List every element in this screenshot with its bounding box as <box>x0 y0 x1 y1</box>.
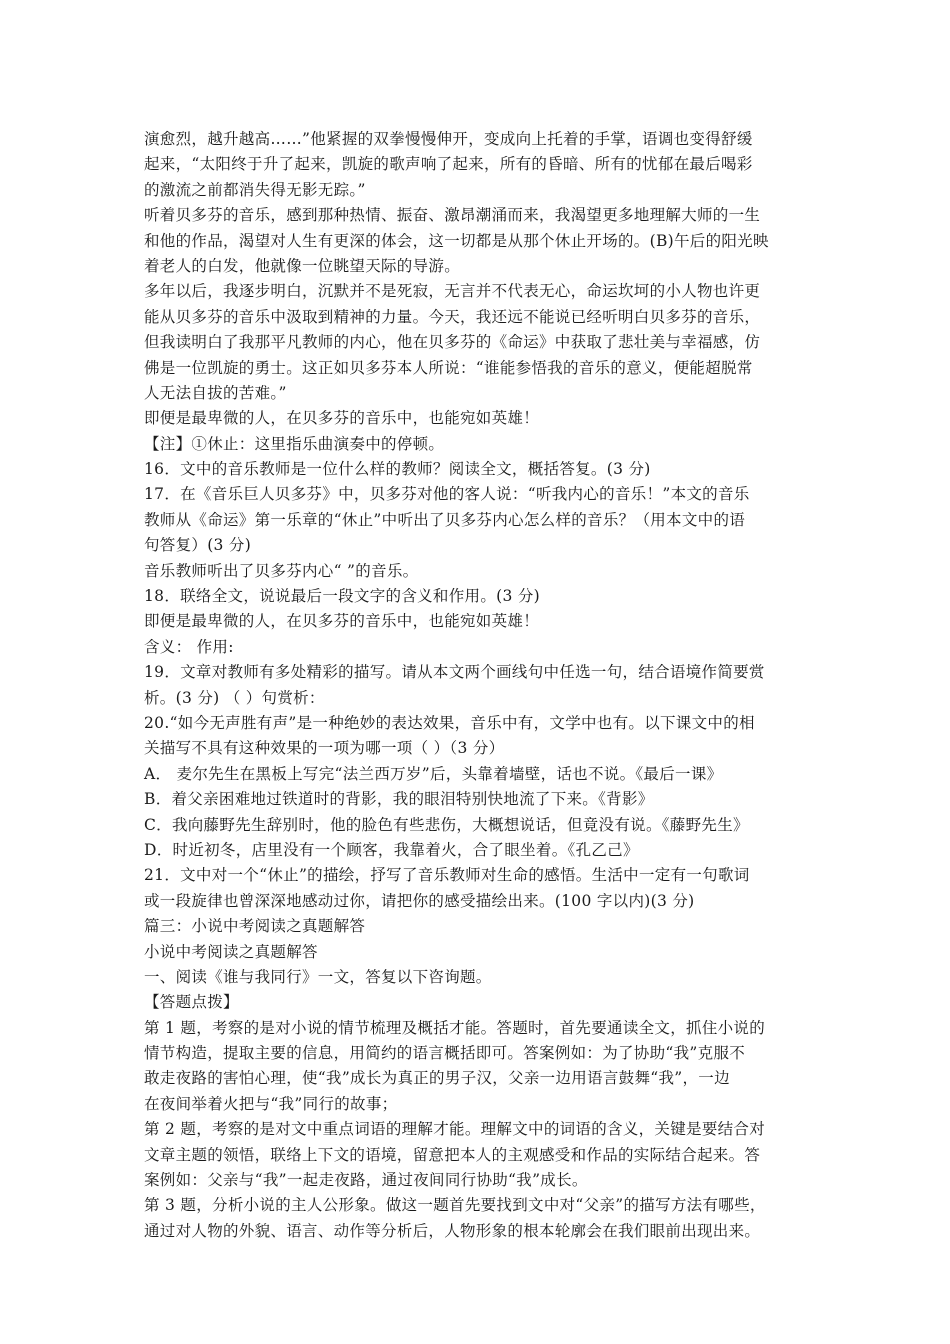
text-line: D．时近初冬，店里没有一个顾客，我靠着火，合了眼坐着。《孔乙己》 <box>144 840 639 859</box>
text-line: 人无法自拔的苦难。” <box>144 383 287 402</box>
text-line: 一、阅读《谁与我同行》一文，答复以下咨询题。 <box>144 967 492 986</box>
text-line: 佛是一位凯旋的勇士。这正如贝多芬本人所说：“谁能参悟我的音乐的意义，便能超脱常 <box>144 358 753 377</box>
text-line: 【答题点拨】 <box>144 993 239 1012</box>
text-line: 演愈烈，越升越高……”他紧握的双拳慢慢伸开，变成向上托着的手掌，语调也变得舒缓 <box>144 130 753 148</box>
text-line: 第 1 题，考察的是对小说的情节梳理及概括才能。答题时，首先要通读全文，抓住小说的 <box>144 1018 766 1037</box>
text-line: B．着父亲困难地过铁道时的背影，我的眼泪特别快地流了下来。《背影》 <box>144 790 654 809</box>
text-line: 第 2 题，考察的是对文中重点词语的理解才能。理解文中的词语的含义，关键是要结合对 <box>144 1120 766 1139</box>
text-line: 20.“如今无声胜有声”是一种绝妙的表达效果，音乐中有，文学中也有。以下课文中的相 <box>144 713 755 732</box>
text-line: 19．文章对教师有多处精彩的描写。请从本文两个画线句中任选一句，结合语境作简要赏 <box>144 663 765 682</box>
text-line: 17．在《音乐巨人贝多芬》中，贝多芬对他的客人说：“听我内心的音乐！”本文的音乐 <box>144 485 750 504</box>
text-line: 第 3 题，分析小说的主人公形象。做这一题首先要找到文中对“父亲”的描写方法有哪些， <box>144 1196 766 1215</box>
document-body <box>144 127 812 1244</box>
text-line: 通过对人物的外貌、语言、动作等分析后，人物形象的根本轮廓会在我们眼前出现出来。 <box>144 1221 761 1240</box>
text-line: 18．联络全文，说说最后一段文字的含义和作用。(3 分) <box>144 587 541 606</box>
text-line: C．我向藤野先生辞别时，他的脸色有些悲伤，大概想说话，但竟没有说。《藤野先生》 <box>144 815 749 834</box>
text-line: 句答复）(3 分) <box>144 536 252 555</box>
text-line: 听着贝多芬的音乐，感到那种热情、振奋、激昂潮涌而来，我渴望更多地理解大师的一生 <box>144 206 761 225</box>
text-line: 的激流之前都消失得无影无踪。” <box>144 180 366 199</box>
text-line: 教师从《命运》第一乐章的“休止”中听出了贝多芬内心怎么样的音乐？（用本文中的语 <box>144 510 746 529</box>
text-line: 关描写不具有这种效果的一项为哪一项（ ）（3 分） <box>144 739 505 758</box>
text-line: 音乐教师听出了贝多芬内心“ ”的音乐。 <box>144 561 419 580</box>
text-line: 能从贝多芬的音乐中汲取到精神的力量。今天，我还远不能说已经听明白贝多芬的音乐， <box>144 307 761 326</box>
text-line: 篇三：小说中考阅读之真题解答 <box>144 917 366 936</box>
text-line: 案例如：父亲与“我”一起走夜路，通过夜间同行协助“我”成长。 <box>144 1171 588 1190</box>
text-line: 【注】①休止：这里指乐曲演奏中的停顿。 <box>144 434 445 453</box>
text-line: 敢走夜路的害怕心理，使“我”成长为真正的男子汉，父亲一边用语言鼓舞“我”，一边 <box>144 1069 730 1088</box>
text-line: 即便是最卑微的人，在贝多芬的音乐中，也能宛如英雄！ <box>144 612 540 631</box>
text-line: 多年以后，我逐步明白，沉默并不是死寂，无言并不代表无心，命运坎坷的小人物也许更 <box>144 282 761 301</box>
text-line: 起来，“太阳终于升了起来，凯旋的歌声响了起来，所有的昏暗、所有的忧郁在最后喝彩 <box>144 155 753 174</box>
text-line: 小说中考阅读之真题解答 <box>144 942 318 961</box>
text-line: 但我读明白了我那平凡教师的内心，他在贝多芬的《命运》中获取了悲壮美与幸福感，仿 <box>144 333 761 352</box>
text-line: 析。(3 分) （ ）句赏析： <box>144 688 325 707</box>
text-line: A． 麦尔先生在黑板上写完“法兰西万岁”后，头靠着墙壁，话也不说。《最后一课》 <box>144 764 723 783</box>
text-line: 21．文中对一个“休止”的描绘，抒写了音乐教师对生命的感悟。生活中一定有一句歌词 <box>144 866 750 885</box>
text-line: 含义： 作用: <box>144 637 234 656</box>
text-line: 或一段旋律也曾深深地感动过你，请把你的感受描绘出来。(100 字以内)(3 分) <box>144 891 695 910</box>
text-line: 在夜间举着火把与“我”同行的故事； <box>144 1094 398 1113</box>
text-line: 和他的作品，渴望对人生有更深的体会，这一切都是从那个休止开场的。(B)午后的阳光映 <box>144 231 769 250</box>
text-line: 即便是最卑微的人，在贝多芬的音乐中，也能宛如英雄！ <box>144 409 540 428</box>
text-line: 16．文中的音乐教师是一位什么样的教师？阅读全文，概括答复。(3 分) <box>144 460 651 479</box>
text-line: 情节构造，提取主要的信息，用简约的语言概括即可。答案例如：为了协助“我”克服不 <box>144 1044 746 1063</box>
text-line: 文章主题的领悟，联络上下文的语境，留意把本人的主观感受和作品的实际结合起来。答 <box>144 1145 761 1164</box>
text-line: 着老人的白发，他就像一位眺望天际的导游。 <box>144 256 461 275</box>
